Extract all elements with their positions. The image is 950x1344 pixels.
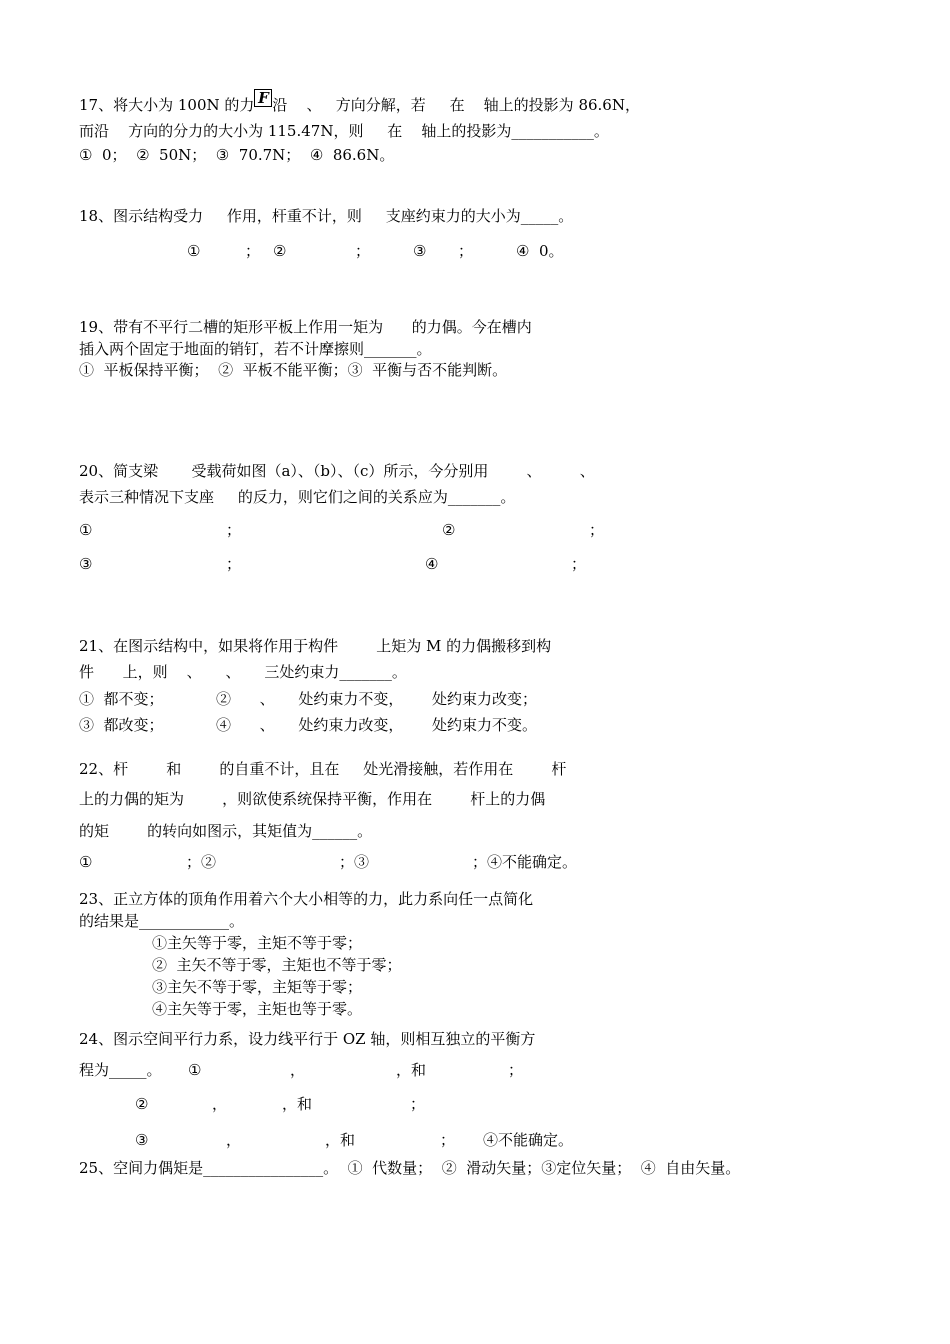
- q22-sep1: ；②: [186, 853, 217, 871]
- q22-line3: 的矩 的转向如图示，其矩值为______。: [79, 822, 373, 840]
- q23-option3: ③主矢不等于零，主矩等于零；: [152, 978, 363, 996]
- q20-sep3: ；: [226, 555, 242, 573]
- q24-line2: 程为_____。: [79, 1061, 162, 1079]
- q18-sep2: ；: [355, 242, 371, 260]
- q24-option3-c2: ，和: [325, 1131, 356, 1149]
- q24-option1-c3: ；: [508, 1061, 524, 1079]
- q24-option2-c2: ，和: [282, 1095, 313, 1113]
- q18-option1: ①: [187, 242, 201, 260]
- q20-line1: 20、简支梁 受载荷如图（a）、（b）、（c）所示，今分别用 、 、: [79, 462, 595, 480]
- q23-option4: ④主矢等于零，主矩也等于零。: [152, 1000, 363, 1018]
- q18-option2: ②: [273, 242, 287, 260]
- q19-line1: 19、带有不平行二槽的矩形平板上作用一矩为 的力偶。今在槽内: [79, 318, 532, 336]
- q24-option1-c2: ，和: [396, 1061, 427, 1079]
- q21-options-row1: ① 都不变； ② 、 处约束力不变， 处约束力改变；: [79, 690, 538, 708]
- q20-option1: ①: [79, 521, 93, 539]
- q24-option4: ④不能确定。: [483, 1131, 574, 1149]
- q19-line2: 插入两个固定于地面的销钉，若不计摩擦则_______。: [79, 340, 432, 358]
- q20-line2: 表示三种情况下支座 的反力，则它们之间的关系应为_______。: [79, 488, 516, 506]
- q23-option2: ② 主矢不等于零，主矩也不等于零；: [152, 956, 402, 974]
- q18-sep3: ；: [458, 242, 474, 260]
- q22-line2: 上的力偶的矩为 ，则欲使系统保持平衡，作用在 杆上的力偶: [79, 790, 546, 808]
- q24-option2: ②: [135, 1095, 149, 1113]
- q23-option1: ①主矢等于零，主矩不等于零；: [152, 934, 363, 952]
- q20-sep4: ；: [571, 555, 587, 573]
- q25-line1: 25、空间力偶矩是________________。 ① 代数量； ② 滑动矢量；③定位矢量； ④ 自由矢量。: [79, 1159, 741, 1177]
- force-f-symbol: F: [254, 89, 272, 107]
- q19-options: ① 平板保持平衡； ② 平板不能平衡；③ 平衡与否不能判断。: [79, 361, 508, 379]
- q18-option4: ④ 0。: [516, 242, 564, 260]
- q18-sep1: ；: [245, 242, 261, 260]
- q20-sep2: ；: [589, 521, 605, 539]
- q17-line1-b: 沿 、 方向分解，若 在 轴上的投影为 86.6N，: [272, 96, 640, 114]
- q23-line1: 23、正立方体的顶角作用着六个大小相等的力，此力系向任一点简化: [79, 890, 534, 908]
- q24-option3-c1: ，: [226, 1131, 242, 1149]
- q18-line1: 18、图示结构受力 作用，杆重不计，则 支座约束力的大小为_____。: [79, 207, 574, 225]
- q21-line1: 21、在图示结构中，如果将作用于构件 上矩为 M 的力偶搬移到构: [79, 637, 552, 655]
- q18-option3: ③: [413, 242, 427, 260]
- q20-option3: ③: [79, 555, 93, 573]
- q21-line2: 件 上，则 、 、 三处约束力_______。: [79, 663, 407, 681]
- q17-options: ① 0； ② 50N； ③ 70.7N； ④ 86.6N。: [79, 146, 395, 164]
- q24-line1: 24、图示空间平行力系，设力线平行于 OZ 轴，则相互独立的平衡方: [79, 1030, 536, 1048]
- q21-options-row2: ③ 都改变； ④ 、 处约束力改变， 处约束力不变。: [79, 716, 538, 734]
- q24-option1-c1: ，: [290, 1061, 306, 1079]
- q22-sep2: ；③: [339, 853, 370, 871]
- q20-sep1: ；: [226, 521, 242, 539]
- q17-line2: 而沿 方向的分力的大小为 115.47N，则 在 轴上的投影为___________。: [79, 122, 609, 140]
- q24-option3-c3: ；: [440, 1131, 456, 1149]
- q17-line1-a: 17、将大小为 100N 的力: [79, 96, 255, 114]
- q20-option2: ②: [442, 521, 456, 539]
- q24-option2-c1: ，: [212, 1095, 228, 1113]
- q24-option3: ③: [135, 1131, 149, 1149]
- q23-line2: 的结果是____________。: [79, 912, 245, 930]
- q24-option2-c3: ；: [410, 1095, 426, 1113]
- q22-option1: ①: [79, 853, 93, 871]
- q17-line1: [79, 89, 640, 115]
- q24-option1: ①: [188, 1061, 202, 1079]
- q20-option4: ④: [425, 555, 439, 573]
- q22-line1: 22、杆 和 的自重不计，且在 处光滑接触，若作用在 杆: [79, 760, 567, 778]
- q22-sep3: ；④不能确定。: [472, 853, 578, 871]
